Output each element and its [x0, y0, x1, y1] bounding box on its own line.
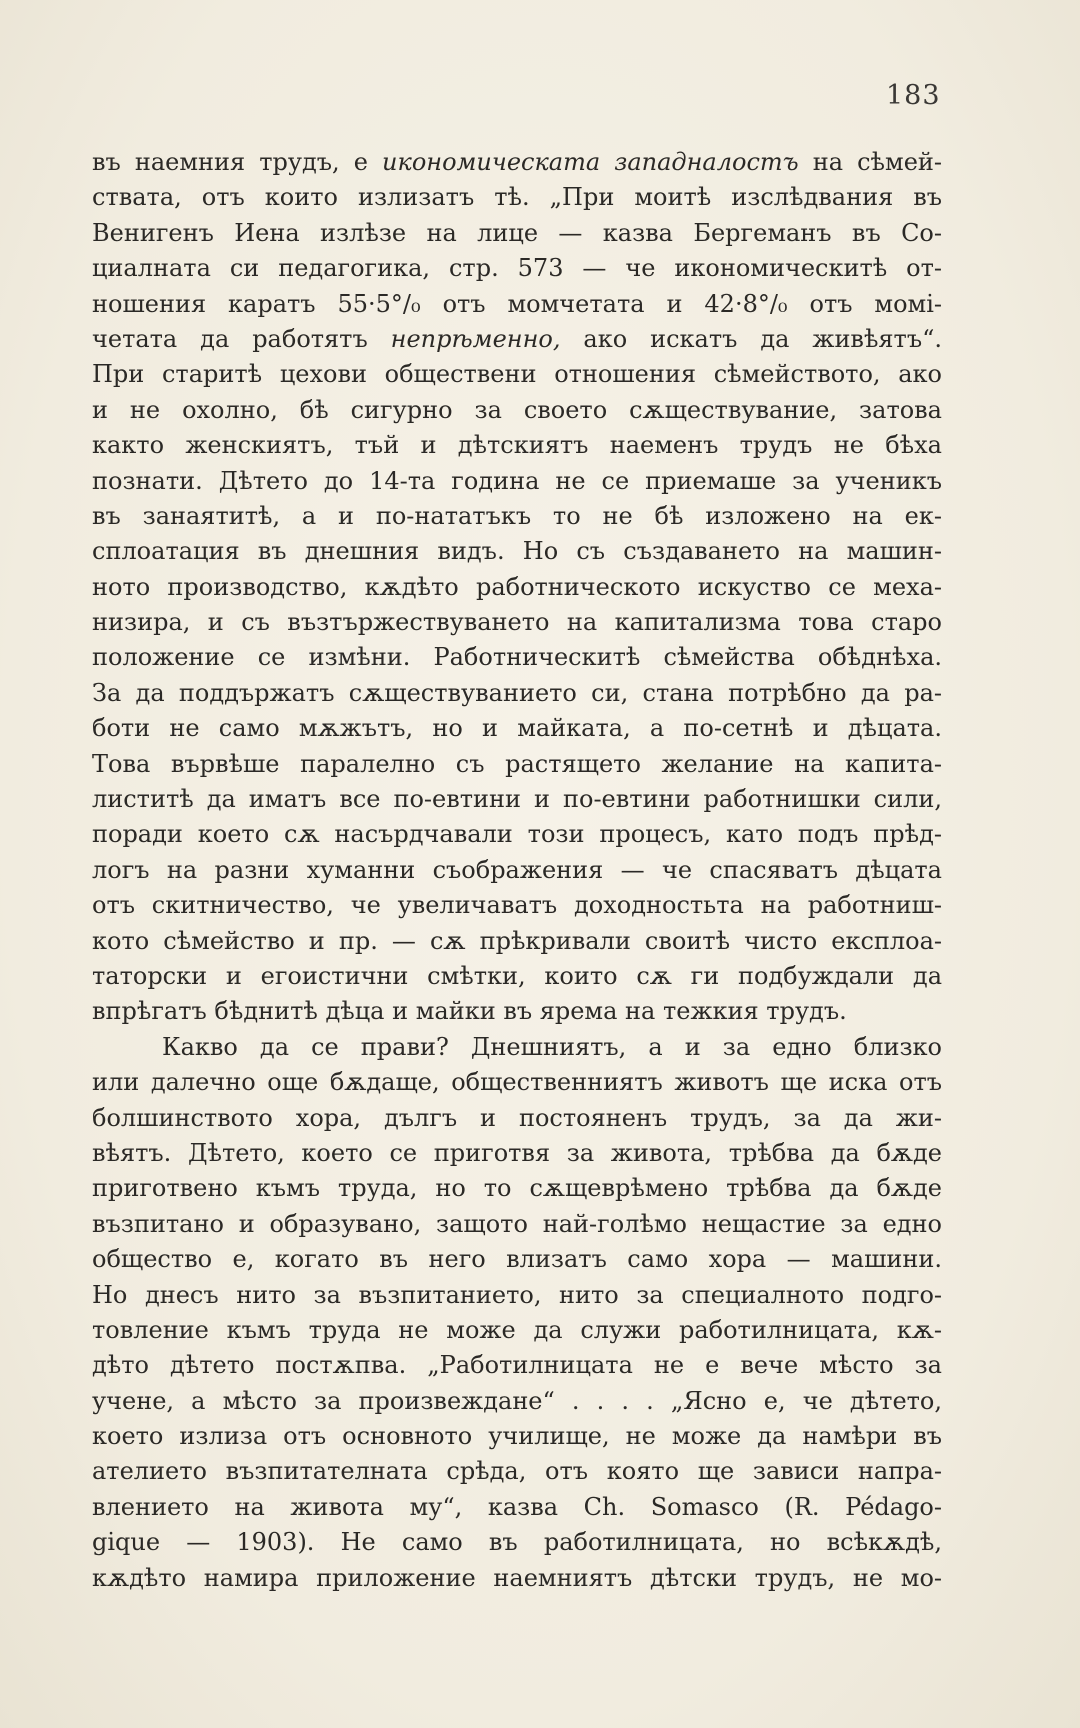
- text-line: четата да работятъ непрѣменно, ако искатъ да живѣятъ“.: [92, 324, 942, 353]
- text-line: Но днесъ нито за възпитанието, нито за специалното подго-: [92, 1280, 942, 1309]
- text-line: ношения каратъ 55·5°/₀ отъ момчетата и 42·8°/₀ отъ момі-: [92, 289, 942, 318]
- text-line: При старитѣ цехови обществени отношения сѣмейството, ако: [92, 360, 942, 389]
- text-line: познати. Дѣтето до 14-та година не се приемаше за ученикъ: [92, 466, 942, 495]
- text-line: циалната си педагогика, стр. 573 — че икономическитѣ от-: [92, 254, 942, 283]
- text-line: влението на живота му“, казва Ch. Somasco (R. Pédago-: [92, 1492, 942, 1521]
- body-text: [92, 145, 942, 1596]
- text-line: низира, и съ възтържествуването на капитализма това старо: [92, 608, 942, 637]
- text-line: За да поддържатъ сѫществуванието си, стана потрѣбно да ра-: [92, 678, 942, 707]
- page-number: 183: [886, 80, 941, 111]
- italic-phrase: непрѣменно,: [390, 324, 561, 353]
- text-line: логъ на разни хуманни съображения — че спасяватъ дѣцата: [92, 855, 942, 884]
- text-line: Венигенъ Иена излѣзе на лице — казва Бергеманъ въ Со-: [92, 218, 942, 247]
- text-line: ствата, отъ които излизатъ тѣ. „При моитѣ изслѣдвания въ: [92, 183, 942, 212]
- text-line: ателието възпитателната срѣда, отъ която ще зависи напра-: [92, 1457, 942, 1486]
- text-line: приготвено къмъ труда, но то сѫщеврѣмено трѣбва да бѫде: [92, 1174, 942, 1203]
- text-line: възпитано и образувано, защото най-голѣмо нещастие за едно: [92, 1209, 942, 1238]
- text-line: листитѣ да иматъ все по-евтини и по-евтини работнишки сили,: [92, 785, 942, 814]
- text-line: или далечно още бѫдаще, общественниятъ животъ ще иска отъ: [92, 1068, 942, 1097]
- text-line: вѣятъ. Дѣтето, което се приготвя за живота, трѣбва да бѫде: [92, 1138, 942, 1167]
- text-line: кото сѣмейство и пр. — сѫ прѣкривали своитѣ чисто експлоа-: [92, 926, 942, 955]
- text-line: таторски и егоистични смѣтки, които сѫ ги подбуждали да: [92, 961, 942, 990]
- text-line: сплоатация въ днешния видъ. Но съ създаването на машин-: [92, 537, 942, 566]
- text-line: дѣто дѣтето постѫпва. „Работилницата не е вече мѣсто за: [92, 1351, 942, 1380]
- text-line: и не охолно, бѣ сигурно за своето сѫществувание, затова: [92, 395, 942, 424]
- italic-phrase: икономическата западналостъ: [382, 148, 799, 176]
- text-line: Това вървѣше паралелно съ растящето желание на капита-: [92, 749, 942, 778]
- text-line: кѫдѣто намира приложение наемниятъ дѣтски трудъ, не мо-: [92, 1563, 942, 1592]
- text-line: което излиза отъ основното училище, не може да намѣри въ: [92, 1422, 942, 1451]
- text-line: положение се измѣни. Работническитѣ сѣмейства обѣднѣха.: [92, 643, 942, 672]
- text-line: товление къмъ труда не може да служи работилницата, кѫ-: [92, 1315, 942, 1344]
- text-line: поради което сѫ насърдчавали този процесъ, като подъ прѣд-: [92, 820, 942, 849]
- text-line: ното производство, кѫдѣто работническото искуство се меха-: [92, 572, 942, 601]
- text-line: gique — 1903). Не само въ работилницата, но всѣкѫдѣ,: [92, 1528, 942, 1557]
- text-line: въ наемния трудъ, е икономическата западналостъ на сѣмей-: [92, 148, 942, 176]
- text-line: Какво да се прави? Днешниятъ, а и за едно близко: [162, 1032, 942, 1061]
- text-line: боти не само мѫжътъ, но и майката, а по-сетнѣ и дѣцата.: [92, 714, 942, 743]
- text-line: впрѣгатъ бѣднитѣ дѣца и майки въ ярема на тежкия трудъ.: [92, 997, 847, 1026]
- text-line: учене, а мѣсто за произвеждане“ . . . . „Ясно е, че дѣтето,: [92, 1386, 942, 1415]
- text-line: общество е, когато въ него влизатъ само хора — машини.: [92, 1245, 942, 1274]
- text-line: отъ скитничество, че увеличаватъ доходностьта на работниш-: [92, 891, 942, 920]
- text-line: въ занаятитѣ, а и по-нататъкъ то не бѣ изложено на ек-: [92, 501, 942, 530]
- text-line: както женскиятъ, тъй и дѣтскиятъ наеменъ трудъ не бѣха: [92, 431, 942, 460]
- text-line: болшинството хора, дългъ и постояненъ трудъ, за да жи-: [92, 1103, 942, 1132]
